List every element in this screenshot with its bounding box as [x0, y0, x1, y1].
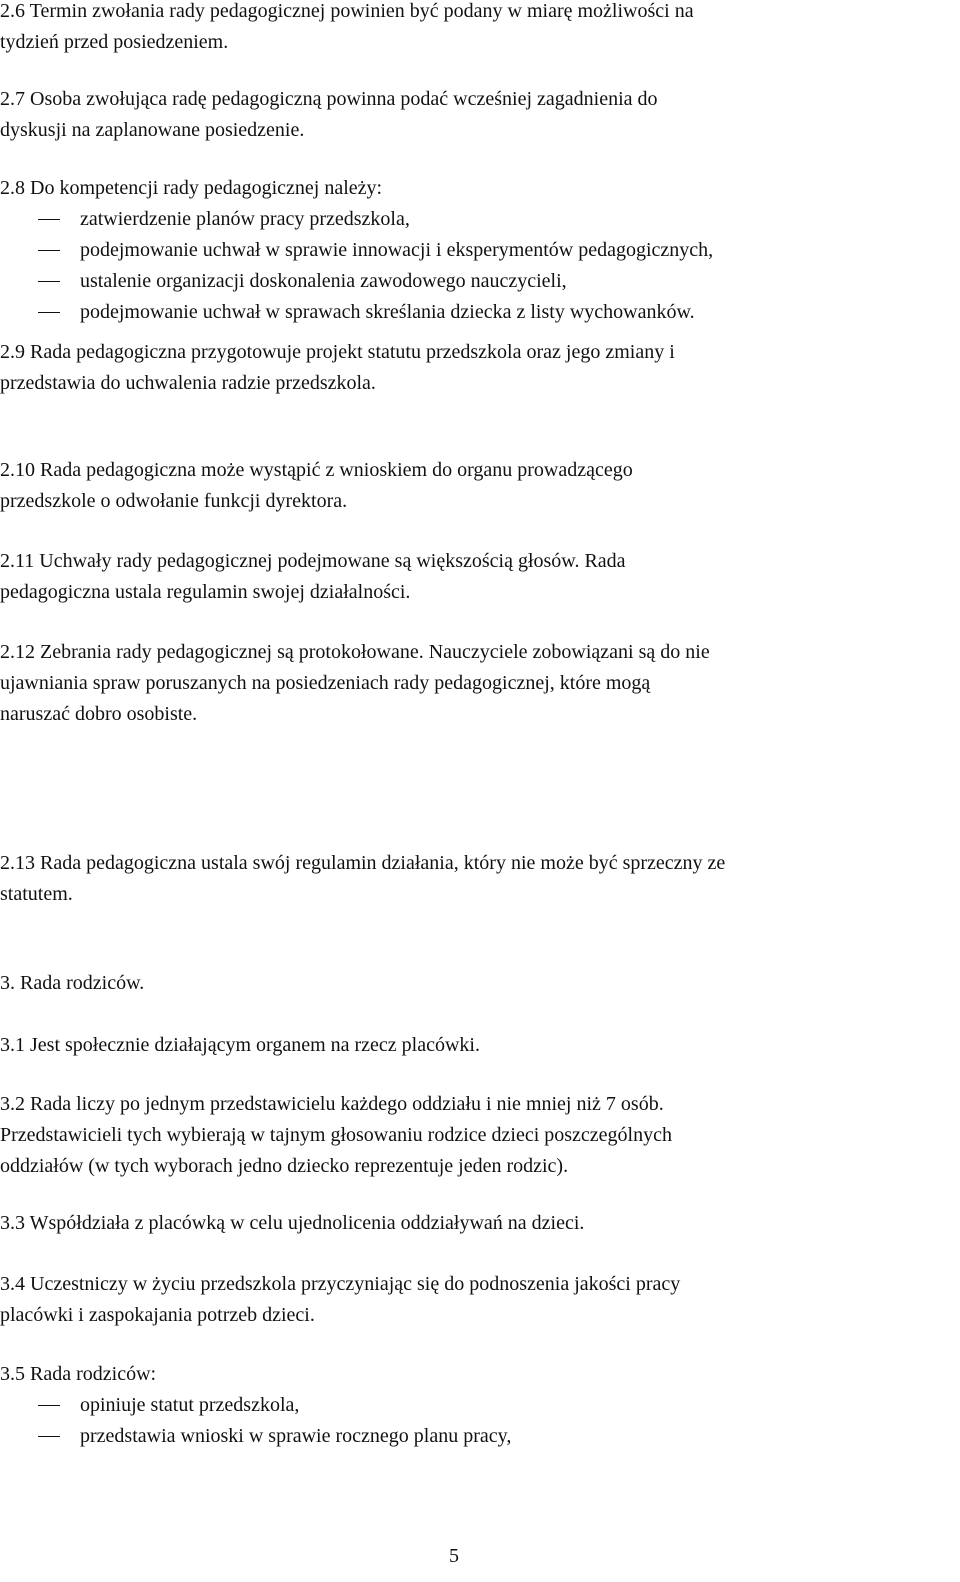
dash-bullet-icon — [38, 1405, 60, 1406]
paragraph-line: pedagogiczna ustala regulamin swojej działalności. — [0, 581, 411, 603]
paragraph-line: 3.5 Rada rodziców: — [0, 1363, 157, 1385]
paragraph-line: placówki i zaspokajania potrzeb dzieci. — [0, 1304, 315, 1326]
paragraph-line: 2.13 Rada pedagogiczna ustala swój regulamin działania, który nie może być sprzeczny ze — [0, 852, 726, 874]
paragraph-2-12 — [0, 637, 958, 730]
paragraph-2-11 — [0, 546, 958, 608]
list-item-text: opiniuje statut przedszkola, — [80, 1394, 300, 1416]
list-item — [0, 235, 958, 266]
list-item-text: podejmowanie uchwał w sprawach skreślania dziecka z listy wychowanków. — [80, 301, 695, 323]
paragraph-2-10 — [0, 455, 958, 517]
list-item — [0, 1390, 958, 1421]
paragraph-line: statutem. — [0, 883, 73, 905]
list-item — [0, 204, 958, 235]
paragraph-2-7 — [0, 84, 958, 146]
paragraph-line: Przedstawicieli tych wybierają w tajnym głosowaniu rodzice dzieci poszczególnych — [0, 1124, 672, 1146]
dash-bullet-icon — [38, 219, 60, 220]
paragraph-line: 3.4 Uczestniczy w życiu przedszkola przyczyniając się do podnoszenia jakości pracy — [0, 1273, 681, 1295]
paragraph-line: naruszać dobro osobiste. — [0, 703, 198, 725]
paragraph-line: ujawniania spraw poruszanych na posiedzeniach rady pedagogicznej, które mogą — [0, 672, 651, 694]
paragraph-3-3 — [0, 1208, 958, 1239]
list-item — [0, 1421, 958, 1452]
dash-bullet-icon — [38, 312, 60, 313]
paragraph-line: 2.7 Osoba zwołująca radę pedagogiczną powinna podać wcześniej zagadnienia do — [0, 88, 658, 110]
paragraph-line: oddziałów (w tych wyborach jedno dziecko reprezentuje jeden rodzic). — [0, 1155, 569, 1177]
list-item-text: zatwierdzenie planów pracy przedszkola, — [80, 208, 410, 230]
competence-list — [40, 204, 958, 328]
list-item — [0, 266, 958, 297]
paragraph-line: dyskusji na zaplanowane posiedzenie. — [0, 119, 305, 141]
paragraph-line: 2.12 Zebrania rady pedagogicznej są protokołowane. Nauczyciele zobowiązani są do nie — [0, 641, 710, 663]
parents-council-list — [40, 1390, 958, 1452]
section-heading: 3. Rada rodziców. — [0, 972, 145, 994]
list-item — [0, 297, 958, 328]
paragraph-3-5 — [0, 1359, 958, 1452]
paragraph-line: 3.3 Współdziała z placówką w celu ujednolicenia oddziaływań na dzieci. — [0, 1212, 585, 1234]
paragraph-3-1 — [0, 1030, 958, 1061]
paragraph-3-4 — [0, 1269, 958, 1331]
paragraph-line: 3.2 Rada liczy po jednym przedstawicielu każdego oddziału i nie mniej niż 7 osób. — [0, 1093, 664, 1115]
paragraph-line: przedstawia do uchwalenia radzie przedszkola. — [0, 372, 376, 394]
list-item-text: przedstawia wnioski w sprawie rocznego planu pracy, — [80, 1425, 512, 1447]
dash-bullet-icon — [38, 281, 60, 282]
paragraph-2-6 — [0, 0, 958, 58]
paragraph-3-2 — [0, 1089, 958, 1182]
paragraph-line: 2.10 Rada pedagogiczna może wystąpić z wnioskiem do organu prowadzącego — [0, 459, 633, 481]
paragraph-line: 2.8 Do kompetencji rady pedagogicznej należy: — [0, 177, 383, 199]
paragraph-line: tydzień przed posiedzeniem. — [0, 31, 229, 53]
paragraph-2-9 — [0, 337, 958, 399]
paragraph-2-13 — [0, 848, 958, 910]
list-item-text: podejmowanie uchwał w sprawie innowacji i eksperymentów pedagogicznych, — [80, 239, 714, 261]
page-number: 5 — [449, 1545, 459, 1567]
list-item-text: ustalenie organizacji doskonalenia zawodowego nauczycieli, — [80, 270, 567, 292]
paragraph-line: 2.11 Uchwały rady pedagogicznej podejmowane są większością głosów. Rada — [0, 550, 626, 572]
paragraph-line: 2.6 Termin zwołania rady pedagogicznej powinien być podany w miarę możliwości na — [0, 0, 694, 22]
paragraph-line: przedszkole o odwołanie funkcji dyrektora. — [0, 490, 348, 512]
section-heading-3 — [0, 968, 958, 999]
paragraph-2-8 — [0, 173, 958, 328]
paragraph-line: 3.1 Jest społecznie działającym organem na rzecz placówki. — [0, 1034, 480, 1056]
dash-bullet-icon — [38, 1436, 60, 1437]
dash-bullet-icon — [38, 250, 60, 251]
paragraph-line: 2.9 Rada pedagogiczna przygotowuje projekt statutu przedszkola oraz jego zmiany i — [0, 341, 675, 363]
